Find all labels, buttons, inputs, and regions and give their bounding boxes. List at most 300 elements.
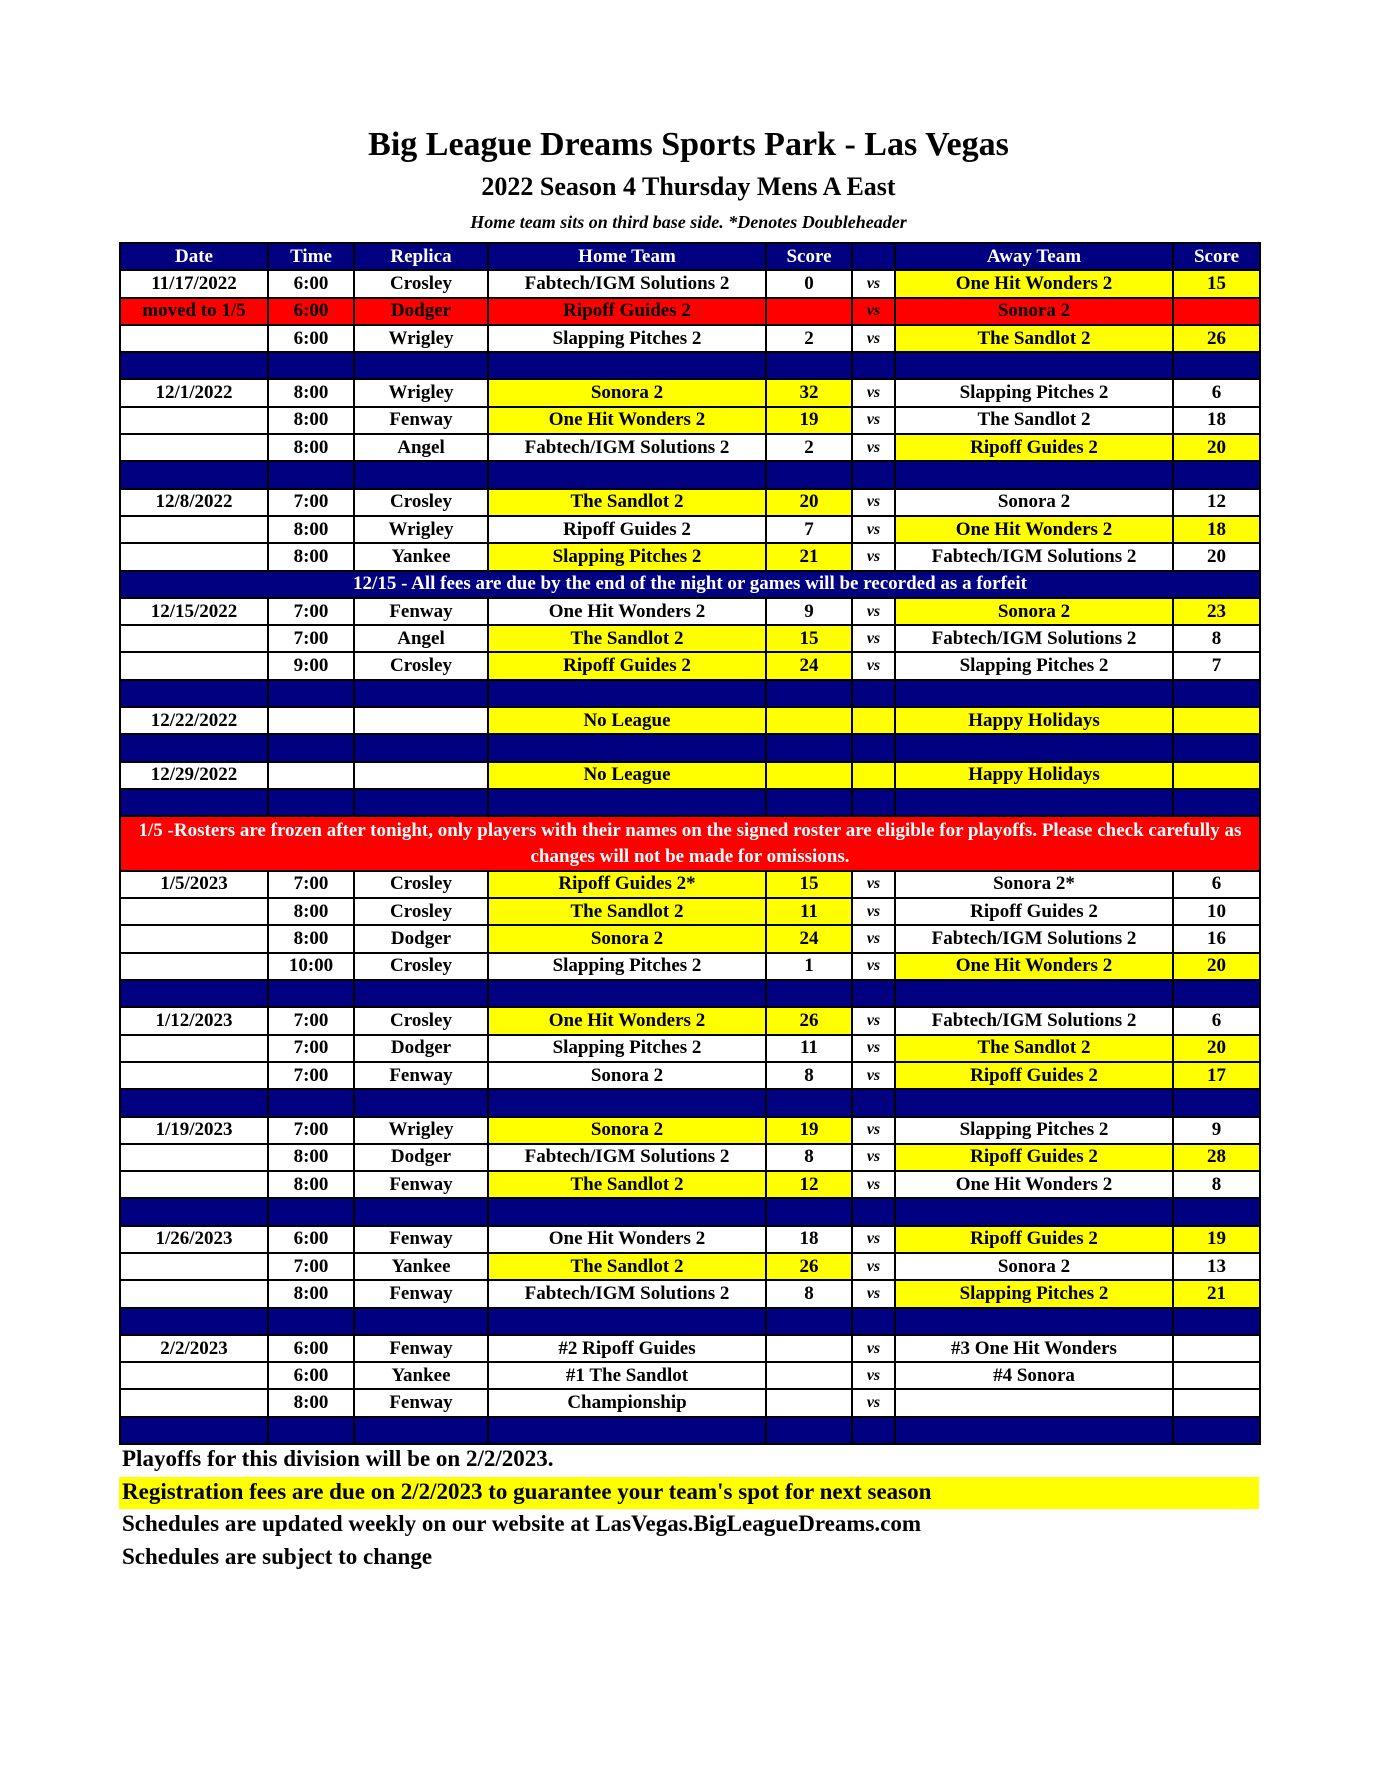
- spacer-row: [120, 352, 1260, 379]
- spacer-cell: [488, 680, 766, 707]
- spacer-cell: [268, 352, 354, 379]
- away-score-cell: 21: [1173, 1280, 1260, 1307]
- home-team-cell: #1 The Sandlot: [488, 1362, 766, 1389]
- away-score-cell: 20: [1173, 1035, 1260, 1062]
- spacer-cell: [268, 461, 354, 488]
- notice-text: 1/5 -Rosters are frozen after tonight, only players with their names on the signed roster are eligible for playoffs. Please check carefully as changes will not be made for omissions.: [120, 816, 1260, 871]
- vs-cell: vs: [852, 925, 895, 952]
- date-cell: [120, 1280, 268, 1307]
- away-team-cell: Sonora 2: [895, 298, 1173, 325]
- date-cell: [120, 1171, 268, 1198]
- spacer-cell: [268, 1198, 354, 1225]
- time-cell: 8:00: [268, 925, 354, 952]
- away-team-cell: Slapping Pitches 2: [895, 379, 1173, 406]
- spacer-cell: [1173, 980, 1260, 1007]
- away-score-cell: [1173, 298, 1260, 325]
- spacer-cell: [488, 1198, 766, 1225]
- date-cell: 1/19/2023: [120, 1117, 268, 1144]
- away-score-cell: 10: [1173, 898, 1260, 925]
- spacer-cell: [120, 1308, 268, 1335]
- away-team-cell: The Sandlot 2: [895, 1035, 1173, 1062]
- spacer-cell: [488, 734, 766, 761]
- away-score-cell: 18: [1173, 516, 1260, 543]
- time-cell: 6:00: [268, 1362, 354, 1389]
- game-row: [120, 516, 1260, 543]
- spacer-row: [120, 980, 1260, 1007]
- away-team-cell: Ripoff Guides 2: [895, 434, 1173, 461]
- away-team-cell: #4 Sonora: [895, 1362, 1173, 1389]
- vs-cell: vs: [852, 1171, 895, 1198]
- column-header-replica: Replica: [354, 243, 488, 270]
- time-cell: 8:00: [268, 1144, 354, 1171]
- away-team-cell: Slapping Pitches 2: [895, 652, 1173, 679]
- away-team-cell: Ripoff Guides 2: [895, 1062, 1173, 1089]
- game-row: [120, 1280, 1260, 1307]
- spacer-cell: [766, 1308, 852, 1335]
- vs-cell: vs: [852, 489, 895, 516]
- home-score-cell: 1: [766, 953, 852, 980]
- away-team-cell: Sonora 2: [895, 598, 1173, 625]
- replica-cell: Crosley: [354, 1007, 488, 1034]
- time-cell: 7:00: [268, 1035, 354, 1062]
- date-cell: [120, 434, 268, 461]
- date-cell: 1/12/2023: [120, 1007, 268, 1034]
- home-score-cell: [766, 762, 852, 789]
- home-score-cell: 11: [766, 1035, 852, 1062]
- date-cell: 12/22/2022: [120, 707, 268, 734]
- home-score-cell: 24: [766, 925, 852, 952]
- vs-cell: vs: [852, 871, 895, 898]
- away-score-cell: [1173, 707, 1260, 734]
- spacer-cell: [120, 680, 268, 707]
- home-team-cell: No League: [488, 762, 766, 789]
- spacer-cell: [852, 1198, 895, 1225]
- game-row: [120, 871, 1260, 898]
- time-cell: 8:00: [268, 407, 354, 434]
- schedule-table: [119, 242, 1261, 1445]
- away-team-cell: The Sandlot 2: [895, 325, 1173, 352]
- away-team-cell: Slapping Pitches 2: [895, 1117, 1173, 1144]
- date-cell: [120, 407, 268, 434]
- spacer-cell: [120, 980, 268, 1007]
- spacer-cell: [852, 789, 895, 816]
- game-row: [120, 1171, 1260, 1198]
- replica-cell: Yankee: [354, 1253, 488, 1280]
- home-team-cell: Fabtech/IGM Solutions 2: [488, 1280, 766, 1307]
- spacer-cell: [488, 461, 766, 488]
- away-team-cell: Slapping Pitches 2: [895, 1280, 1173, 1307]
- spacer-row: [120, 1089, 1260, 1116]
- date-cell: [120, 1253, 268, 1280]
- vs-cell: vs: [852, 1253, 895, 1280]
- away-team-cell: Ripoff Guides 2: [895, 898, 1173, 925]
- replica-cell: Dodger: [354, 925, 488, 952]
- home-score-cell: 2: [766, 325, 852, 352]
- spacer-cell: [852, 980, 895, 1007]
- time-cell: 10:00: [268, 953, 354, 980]
- footer-website: Schedules are updated weekly on our website at LasVegas.BigLeagueDreams.com: [122, 1511, 922, 1536]
- game-row: [120, 707, 1260, 734]
- time-cell: 7:00: [268, 1117, 354, 1144]
- replica-cell: Dodger: [354, 1035, 488, 1062]
- replica-cell: Crosley: [354, 489, 488, 516]
- spacer-cell: [120, 734, 268, 761]
- replica-cell: Fenway: [354, 407, 488, 434]
- spacer-cell: [488, 1089, 766, 1116]
- game-row: [120, 1253, 1260, 1280]
- game-row: [120, 1062, 1260, 1089]
- replica-cell: Fenway: [354, 1389, 488, 1416]
- vs-cell: vs: [852, 1389, 895, 1416]
- replica-cell: Yankee: [354, 1362, 488, 1389]
- away-team-cell: Fabtech/IGM Solutions 2: [895, 925, 1173, 952]
- away-score-cell: 6: [1173, 871, 1260, 898]
- date-cell: [120, 1362, 268, 1389]
- column-header-vs: [852, 243, 895, 270]
- date-cell: [120, 1144, 268, 1171]
- time-cell: 8:00: [268, 543, 354, 570]
- date-cell: [120, 1389, 268, 1416]
- game-row: [120, 1007, 1260, 1034]
- date-cell: moved to 1/5: [120, 298, 268, 325]
- spacer-cell: [766, 1198, 852, 1225]
- spacer-cell: [766, 734, 852, 761]
- column-header-away-team: Away Team: [895, 243, 1173, 270]
- home-score-cell: 21: [766, 543, 852, 570]
- vs-cell: vs: [852, 516, 895, 543]
- game-row: [120, 543, 1260, 570]
- home-team-cell: Slapping Pitches 2: [488, 543, 766, 570]
- vs-cell: vs: [852, 953, 895, 980]
- footer-disclaimer: Schedules are subject to change: [122, 1544, 433, 1569]
- spacer-cell: [852, 461, 895, 488]
- spacer-cell: [852, 352, 895, 379]
- vs-cell: vs: [852, 1035, 895, 1062]
- replica-cell: Crosley: [354, 270, 488, 297]
- spacer-cell: [895, 1089, 1173, 1116]
- home-team-cell: Fabtech/IGM Solutions 2: [488, 270, 766, 297]
- away-score-cell: 23: [1173, 598, 1260, 625]
- game-row: [120, 652, 1260, 679]
- spacer-cell: [895, 461, 1173, 488]
- time-cell: 8:00: [268, 379, 354, 406]
- date-cell: [120, 325, 268, 352]
- replica-cell: Fenway: [354, 1062, 488, 1089]
- spacer-cell: [1173, 352, 1260, 379]
- notice-text: 12/15 - All fees are due by the end of the night or games will be recorded as a forfeit: [120, 571, 1260, 598]
- away-score-cell: 15: [1173, 270, 1260, 297]
- away-score-cell: 13: [1173, 1253, 1260, 1280]
- game-row: [120, 953, 1260, 980]
- date-cell: [120, 625, 268, 652]
- spacer-cell: [268, 789, 354, 816]
- replica-cell: Wrigley: [354, 325, 488, 352]
- vs-cell: vs: [852, 898, 895, 925]
- spacer-cell: [766, 352, 852, 379]
- date-cell: 12/1/2022: [120, 379, 268, 406]
- away-team-cell: Sonora 2: [895, 489, 1173, 516]
- home-score-cell: 32: [766, 379, 852, 406]
- away-team-cell: One Hit Wonders 2: [895, 516, 1173, 543]
- away-score-cell: 28: [1173, 1144, 1260, 1171]
- away-score-cell: [1173, 1335, 1260, 1362]
- game-row: [120, 1117, 1260, 1144]
- replica-cell: Dodger: [354, 1144, 488, 1171]
- home-score-cell: [766, 1335, 852, 1362]
- spacer-cell: [1173, 734, 1260, 761]
- home-score-cell: 0: [766, 270, 852, 297]
- home-score-cell: 9: [766, 598, 852, 625]
- spacer-cell: [268, 1308, 354, 1335]
- spacer-cell: [766, 789, 852, 816]
- vs-cell: vs: [852, 1007, 895, 1034]
- spacer-cell: [852, 680, 895, 707]
- home-team-cell: Fabtech/IGM Solutions 2: [488, 1144, 766, 1171]
- away-score-cell: [1173, 762, 1260, 789]
- spacer-cell: [852, 1417, 895, 1444]
- replica-cell: Dodger: [354, 298, 488, 325]
- spacer-cell: [895, 980, 1173, 1007]
- spacer-cell: [354, 789, 488, 816]
- away-score-cell: 16: [1173, 925, 1260, 952]
- home-team-cell: The Sandlot 2: [488, 489, 766, 516]
- away-team-cell: One Hit Wonders 2: [895, 1171, 1173, 1198]
- time-cell: 7:00: [268, 1007, 354, 1034]
- time-cell: 9:00: [268, 652, 354, 679]
- spacer-cell: [354, 352, 488, 379]
- away-team-cell: Fabtech/IGM Solutions 2: [895, 625, 1173, 652]
- spacer-cell: [895, 1308, 1173, 1335]
- footer-playoffs: Playoffs for this division will be on 2/2/2023.: [122, 1446, 554, 1471]
- time-cell: 6:00: [268, 298, 354, 325]
- vs-cell: vs: [852, 1335, 895, 1362]
- game-row: [120, 1389, 1260, 1416]
- time-cell: 6:00: [268, 325, 354, 352]
- home-score-cell: 15: [766, 625, 852, 652]
- header-row: [120, 243, 1260, 270]
- home-score-cell: 8: [766, 1062, 852, 1089]
- game-row: [120, 407, 1260, 434]
- home-team-cell: The Sandlot 2: [488, 1171, 766, 1198]
- spacer-cell: [354, 980, 488, 1007]
- spacer-cell: [268, 734, 354, 761]
- vs-cell: vs: [852, 1144, 895, 1171]
- time-cell: [268, 707, 354, 734]
- home-team-cell: Sonora 2: [488, 1117, 766, 1144]
- game-row: [120, 925, 1260, 952]
- replica-cell: Wrigley: [354, 1117, 488, 1144]
- spacer-cell: [268, 1089, 354, 1116]
- home-score-cell: 2: [766, 434, 852, 461]
- spacer-cell: [354, 1089, 488, 1116]
- game-row: [120, 1144, 1260, 1171]
- home-team-cell: Ripoff Guides 2: [488, 652, 766, 679]
- home-score-cell: 18: [766, 1226, 852, 1253]
- replica-cell: Fenway: [354, 1280, 488, 1307]
- away-team-cell: Ripoff Guides 2: [895, 1144, 1173, 1171]
- home-team-cell: Fabtech/IGM Solutions 2: [488, 434, 766, 461]
- date-cell: 12/15/2022: [120, 598, 268, 625]
- time-cell: 8:00: [268, 516, 354, 543]
- spacer-cell: [852, 1308, 895, 1335]
- home-score-cell: 26: [766, 1007, 852, 1034]
- replica-cell: Wrigley: [354, 516, 488, 543]
- game-row: [120, 489, 1260, 516]
- spacer-cell: [895, 734, 1173, 761]
- spacer-cell: [120, 1198, 268, 1225]
- game-row: [120, 270, 1260, 297]
- replica-cell: Wrigley: [354, 379, 488, 406]
- home-team-cell: #2 Ripoff Guides: [488, 1335, 766, 1362]
- vs-cell: vs: [852, 1362, 895, 1389]
- spacer-cell: [354, 461, 488, 488]
- home-team-cell: The Sandlot 2: [488, 1253, 766, 1280]
- home-team-cell: Ripoff Guides 2*: [488, 871, 766, 898]
- time-cell: 6:00: [268, 1335, 354, 1362]
- date-cell: [120, 516, 268, 543]
- spacer-row: [120, 1417, 1260, 1444]
- home-score-cell: 20: [766, 489, 852, 516]
- away-team-cell: Happy Holidays: [895, 707, 1173, 734]
- vs-cell: vs: [852, 434, 895, 461]
- vs-cell: vs: [852, 270, 895, 297]
- game-row: [120, 1335, 1260, 1362]
- spacer-cell: [895, 352, 1173, 379]
- home-team-cell: One Hit Wonders 2: [488, 1007, 766, 1034]
- home-score-cell: 26: [766, 1253, 852, 1280]
- date-cell: 12/8/2022: [120, 489, 268, 516]
- vs-cell: vs: [852, 1226, 895, 1253]
- home-score-cell: 24: [766, 652, 852, 679]
- spacer-cell: [852, 734, 895, 761]
- spacer-cell: [268, 680, 354, 707]
- spacer-cell: [354, 1308, 488, 1335]
- home-team-cell: One Hit Wonders 2: [488, 598, 766, 625]
- spacer-cell: [1173, 461, 1260, 488]
- vs-cell: vs: [852, 407, 895, 434]
- spacer-cell: [766, 680, 852, 707]
- spacer-cell: [895, 1417, 1173, 1444]
- away-team-cell: Sonora 2: [895, 1253, 1173, 1280]
- game-row: [120, 1362, 1260, 1389]
- away-score-cell: 19: [1173, 1226, 1260, 1253]
- spacer-cell: [1173, 680, 1260, 707]
- time-cell: 7:00: [268, 1062, 354, 1089]
- home-score-cell: 19: [766, 1117, 852, 1144]
- spacer-row: [120, 1308, 1260, 1335]
- home-score-cell: [766, 1362, 852, 1389]
- vs-cell: vs: [852, 652, 895, 679]
- spacer-cell: [120, 1417, 268, 1444]
- date-cell: [120, 652, 268, 679]
- away-score-cell: 26: [1173, 325, 1260, 352]
- time-cell: 6:00: [268, 270, 354, 297]
- spacer-row: [120, 461, 1260, 488]
- spacer-cell: [488, 980, 766, 1007]
- spacer-cell: [895, 1198, 1173, 1225]
- footer-registration: Registration fees are due on 2/2/2023 to guarantee your team's spot for next season: [122, 1479, 932, 1504]
- time-cell: 6:00: [268, 1226, 354, 1253]
- time-cell: 8:00: [268, 434, 354, 461]
- away-score-cell: 8: [1173, 1171, 1260, 1198]
- time-cell: 8:00: [268, 898, 354, 925]
- away-team-cell: [895, 1389, 1173, 1416]
- replica-cell: [354, 707, 488, 734]
- replica-cell: Fenway: [354, 1226, 488, 1253]
- time-cell: 7:00: [268, 489, 354, 516]
- spacer-cell: [354, 734, 488, 761]
- spacer-cell: [488, 789, 766, 816]
- column-header-away-score: Score: [1173, 243, 1260, 270]
- spacer-cell: [1173, 1417, 1260, 1444]
- time-cell: 7:00: [268, 1253, 354, 1280]
- time-cell: 7:00: [268, 871, 354, 898]
- column-header-home-team: Home Team: [488, 243, 766, 270]
- home-score-cell: 11: [766, 898, 852, 925]
- date-cell: 1/5/2023: [120, 871, 268, 898]
- away-team-cell: #3 One Hit Wonders: [895, 1335, 1173, 1362]
- away-score-cell: 20: [1173, 434, 1260, 461]
- game-row: [120, 1035, 1260, 1062]
- away-score-cell: 8: [1173, 625, 1260, 652]
- vs-cell: vs: [852, 1280, 895, 1307]
- away-team-cell: Happy Holidays: [895, 762, 1173, 789]
- away-score-cell: 6: [1173, 379, 1260, 406]
- spacer-cell: [488, 352, 766, 379]
- away-score-cell: 7: [1173, 652, 1260, 679]
- spacer-cell: [852, 1089, 895, 1116]
- home-team-cell: Championship: [488, 1389, 766, 1416]
- spacer-cell: [268, 980, 354, 1007]
- replica-cell: Angel: [354, 625, 488, 652]
- spacer-cell: [1173, 789, 1260, 816]
- home-team-cell: No League: [488, 707, 766, 734]
- away-team-cell: Ripoff Guides 2: [895, 1226, 1173, 1253]
- game-row: [120, 325, 1260, 352]
- column-header-home-score: Score: [766, 243, 852, 270]
- column-header-time: Time: [268, 243, 354, 270]
- away-team-cell: The Sandlot 2: [895, 407, 1173, 434]
- vs-cell: vs: [852, 543, 895, 570]
- cancelled-game-row: [120, 298, 1260, 325]
- game-row: [120, 898, 1260, 925]
- date-cell: [120, 898, 268, 925]
- date-cell: [120, 925, 268, 952]
- fees-notice-row: [120, 571, 1260, 598]
- spacer-cell: [354, 680, 488, 707]
- home-team-cell: Ripoff Guides 2: [488, 298, 766, 325]
- game-row: [120, 762, 1260, 789]
- spacer-cell: [488, 1308, 766, 1335]
- vs-cell: vs: [852, 325, 895, 352]
- home-score-cell: [766, 1389, 852, 1416]
- home-team-cell: The Sandlot 2: [488, 898, 766, 925]
- replica-cell: Angel: [354, 434, 488, 461]
- vs-cell: vs: [852, 1062, 895, 1089]
- date-cell: [120, 1062, 268, 1089]
- spacer-cell: [354, 1417, 488, 1444]
- spacer-cell: [766, 980, 852, 1007]
- spacer-cell: [1173, 1308, 1260, 1335]
- home-score-cell: 12: [766, 1171, 852, 1198]
- vs-cell: vs: [852, 625, 895, 652]
- away-score-cell: 17: [1173, 1062, 1260, 1089]
- spacer-cell: [766, 461, 852, 488]
- vs-cell: vs: [852, 298, 895, 325]
- spacer-cell: [120, 1089, 268, 1116]
- vs-cell: vs: [852, 1117, 895, 1144]
- spacer-row: [120, 680, 1260, 707]
